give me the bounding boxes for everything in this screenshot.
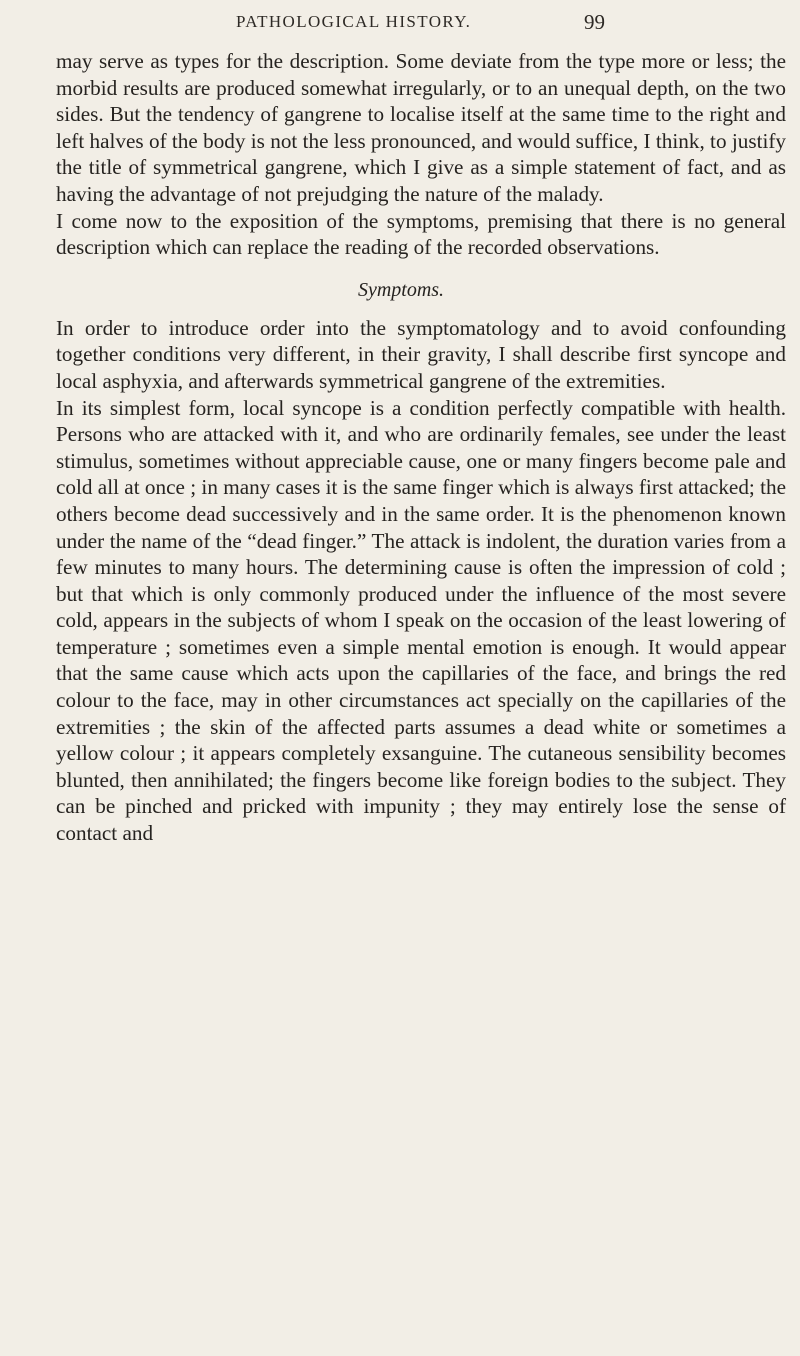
paragraph-symptoms-intro: I come now to the exposition of the symptoms, premising that there is no general description which can replace the reading of the recorded observations. bbox=[56, 208, 786, 260]
page-number: 99 bbox=[584, 10, 605, 34]
paragraph-order: In order to introduce order into the symptomatology and to avoid confounding together conditions very different, in their gravity, I shall describe first syncope and local asphyxia, and afterwards symmetrical gangrene of the extremities. bbox=[56, 315, 786, 393]
paragraph-local-syncope: In its simplest form, local syncope is a condition perfectly compatible with health. Persons who are attacked with it, and who are ordinarily females, see under the least stimulus, sometimes without appreciable cause, one or many fingers become pale and cold all at once ; in many cases it is the same finger which is always first attacked; the others become dead successively and in the same order. It is the phenomenon known under the name of the “dead finger.” The attack is indolent, the duration varies from a few minutes to many hours. The determining cause is often the impression of cold ; but that which is only commonly produced under the influence of the most severe cold, appears in the subjects of whom I speak on the occasion of the least lowering of temperature ; sometimes even a simple mental emotion is enough. It would appear that the same cause which acts upon the capillaries of the face, and brings the red colour to the face, may in other circumstances act specially on the capillaries of the extremities ; the skin of the affected parts assumes a dead white or sometimes a yellow colour ; it appears completely exsanguine. The cutaneous sensibility becomes blunted, then annihilated; the fingers become like foreign bodies to the subject. They can be pinched and pricked with impunity ; they may entirely lose the sense of contact and bbox=[56, 395, 786, 846]
paragraph-continued: may serve as types for the description. Some deviate from the type more or less; the morbid results are produced somewhat irregularly, or to an unequal depth, on the two sides. But the tendency of gangrene to localise itself at the same time to the right and left halves of the body is not the less pronounced, and would suffice, I think, to justify the title of symmetrical gangrene, which I give as a simple statement of fact, and as having the advantage of not prejudging the nature of the malady. bbox=[56, 49, 786, 206]
section-heading: Symptoms. bbox=[357, 278, 445, 301]
running-title: PATHOLOGICAL HISTORY. bbox=[236, 12, 472, 31]
body-text bbox=[56, 48, 786, 847]
running-head bbox=[0, 10, 800, 40]
